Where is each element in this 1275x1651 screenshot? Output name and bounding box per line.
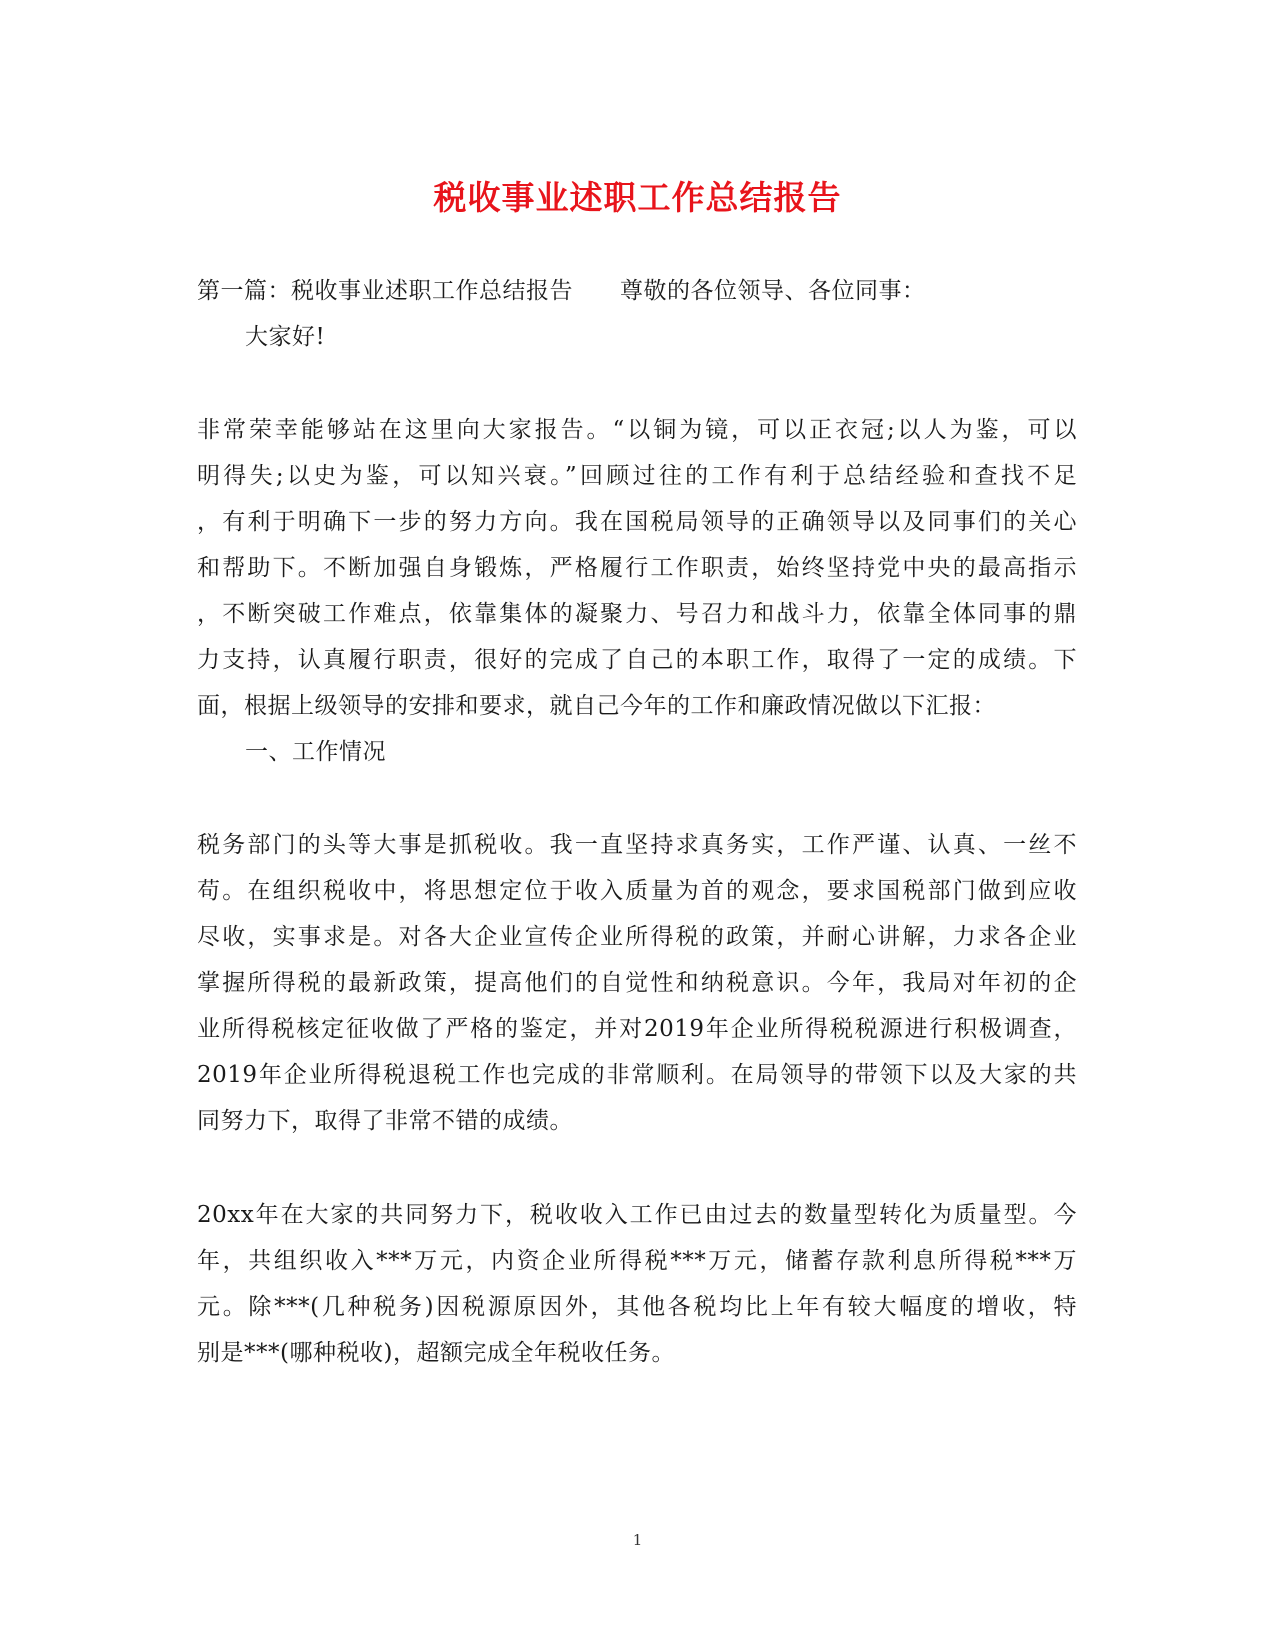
para2-line: 业所得税核定征收做了严格的鉴定，并对2019年企业所得税税源进行积极调查， xyxy=(197,1016,1077,1042)
para2-line: 2019年企业所得税退税工作也完成的非常顺利。在局领导的带领下以及大家的共 xyxy=(197,1062,1077,1088)
para1-line: ，有利于明确下一步的努力方向。我在国税局领导的正确领导以及同事们的关心 xyxy=(197,509,1077,535)
para3-line: 元。除***(几种税务)因税源原因外，其他各税均比上年有较大幅度的增收，特 xyxy=(197,1294,1077,1320)
para3-line: 年，共组织收入***万元，内资企业所得税***万元，储蓄存款利息所得税***万 xyxy=(197,1248,1077,1274)
para3-line: 别是***(哪种税收)，超额完成全年税收任务。 xyxy=(197,1340,675,1366)
header-line: 第一篇：税收事业述职工作总结报告 尊敬的各位领导、各位同事： xyxy=(197,278,926,304)
para2-line: 同努力下，取得了非常不错的成绩。 xyxy=(197,1108,573,1134)
para1-line: 面，根据上级领导的安排和要求，就自己今年的工作和廉政情况做以下汇报： xyxy=(197,693,996,719)
section-heading: 一、工作情况 xyxy=(245,739,386,765)
greeting: 大家好! xyxy=(245,324,326,350)
para3-line: 20xx年在大家的共同努力下，税收收入工作已由过去的数量型转化为质量型。今 xyxy=(197,1202,1077,1228)
page-number: 1 xyxy=(632,1531,643,1549)
para2-line: 尽收，实事求是。对各大企业宣传企业所得税的政策，并耐心讲解，力求各企业 xyxy=(197,924,1077,950)
para1-line: 力支持，认真履行职责，很好的完成了自己的本职工作，取得了一定的成绩。下 xyxy=(197,647,1077,673)
para1-line: 明得失;以史为鉴，可以知兴衰。”回顾过往的工作有利于总结经验和查找不足 xyxy=(197,463,1077,489)
para1-line: ，不断突破工作难点，依靠集体的凝聚力、号召力和战斗力，依靠全体同事的鼎 xyxy=(197,601,1077,627)
para2-line: 掌握所得税的最新政策，提高他们的自觉性和纳税意识。今年，我局对年初的企 xyxy=(197,970,1077,996)
para1-line: 和帮助下。不断加强自身锻炼，严格履行工作职责，始终坚持党中央的最高指示 xyxy=(197,555,1077,581)
para2-line: 苟。在组织税收中，将思想定位于收入质量为首的观念，要求国税部门做到应收 xyxy=(197,878,1077,904)
para1-line: 非常荣幸能够站在这里向大家报告。“以铜为镜，可以正衣冠;以人为鉴，可以 xyxy=(197,417,1077,443)
document-title: 税收事业述职工作总结报告 xyxy=(433,178,842,217)
para2-line: 税务部门的头等大事是抓税收。我一直坚持求真务实，工作严谨、认真、一丝不 xyxy=(197,832,1077,858)
